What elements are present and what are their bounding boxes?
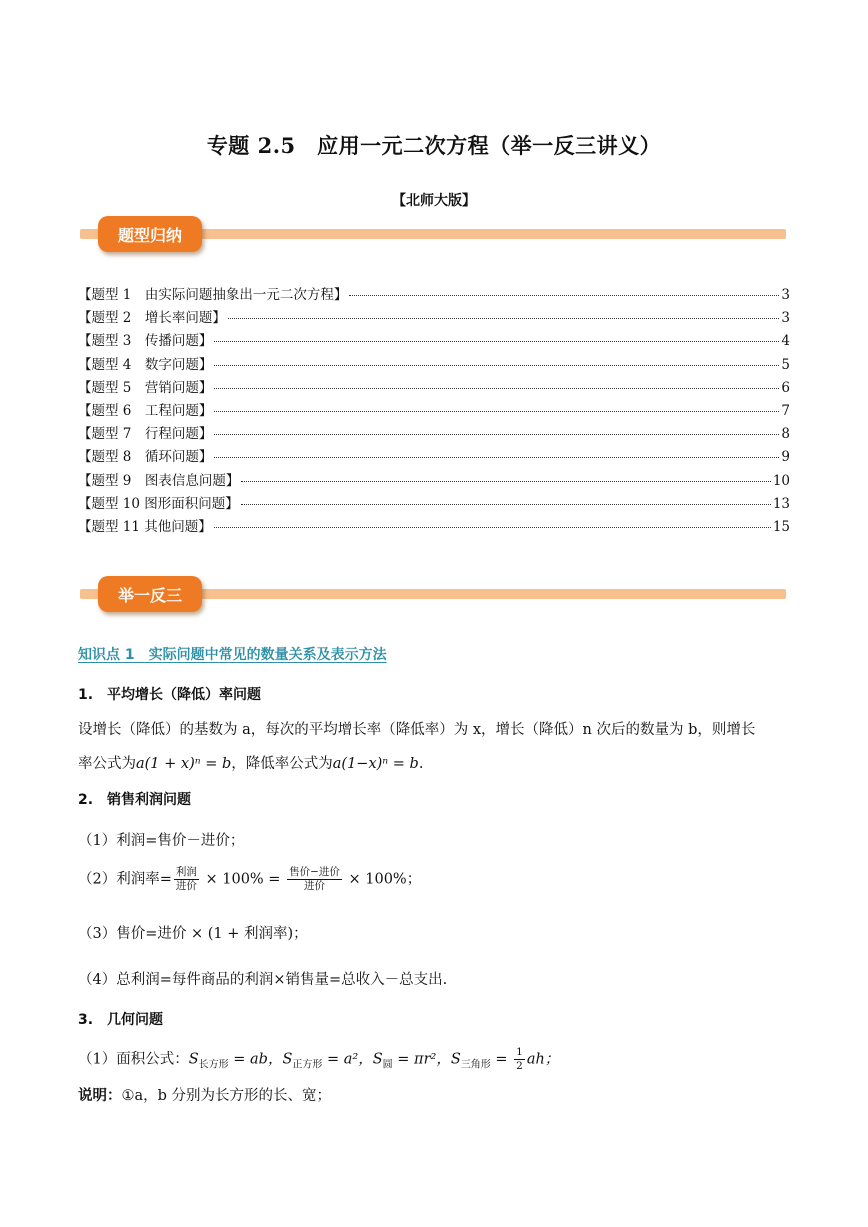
fraction-numerator: 利润 — [174, 866, 199, 880]
note-text: ①a，b 分别为长方形的长、宽； — [121, 1088, 332, 1104]
toc-entry[interactable] — [78, 399, 790, 422]
toc-entry-page: 6 — [781, 379, 790, 396]
formula: = a²， — [322, 1051, 373, 1068]
document-subtitle: 【北师大版】 — [392, 193, 476, 209]
list-item-geometry-1 — [78, 1046, 559, 1073]
note-label: 说明： — [78, 1087, 122, 1104]
toc-entry-page: 3 — [781, 287, 790, 303]
section-heading-growth-rate: 1. 平均增长（降低）率问题 — [78, 687, 262, 703]
subscript: 正方形 — [292, 1059, 323, 1071]
toc-entry-label: 【题型 4 数字问题】 — [78, 356, 213, 373]
toc-entry[interactable] — [78, 422, 790, 445]
text: ，降低率公式为 — [231, 756, 333, 772]
paragraph-growth-rate-2 — [78, 752, 423, 773]
toc-entry-page: 3 — [781, 310, 790, 327]
toc-entry-label: 【题型 2 增长率问题】 — [78, 310, 226, 327]
toc-entry-page: 10 — [772, 472, 790, 489]
toc-entry-label: 【题型 11 其他问题】 — [78, 518, 212, 535]
toc-entry[interactable] — [78, 376, 790, 399]
toc-entry[interactable] — [78, 353, 790, 376]
toc-entry-label: 【题型 10 图形面积问题】 — [78, 495, 239, 512]
toc-entry-page: 4 — [781, 333, 790, 350]
toc-entry[interactable] — [78, 329, 790, 352]
formula-decline: a(1−x)ⁿ = b — [332, 756, 419, 772]
formula: = πr²， — [392, 1051, 451, 1068]
equals-sign: = — [490, 1051, 513, 1068]
toc-entry-label: 【题型 3 传播问题】 — [78, 333, 213, 350]
text: × 100% = — [200, 871, 286, 888]
toc-dot-leader — [214, 434, 779, 435]
fraction-numerator: 1 — [514, 1046, 525, 1060]
list-item-profit-4: （4）总利润=每件商品的利润×销售量=总收入－总支出. — [78, 972, 448, 988]
toc-dot-leader — [214, 365, 779, 366]
symbol-s: S — [282, 1051, 293, 1068]
section-banner-practice — [80, 576, 786, 616]
note-paragraph — [78, 1084, 331, 1105]
section-banner-toc — [80, 216, 786, 256]
toc-dot-leader — [214, 411, 779, 412]
toc-entry-label: 【题型 8 循环问题】 — [78, 449, 213, 466]
paragraph-growth-rate-1: 设增长（降低）的基数为 a，每次的平均增长率（降低率）为 x，增长（降低）n 次后的数量为 b，则增长 — [78, 722, 756, 738]
toc-dot-leader — [214, 388, 779, 389]
toc-entry[interactable] — [78, 515, 790, 538]
formula-growth: a(1 + x)ⁿ = b — [136, 756, 232, 772]
toc-entry-page: 13 — [772, 495, 790, 512]
toc-entry-page: 7 — [781, 402, 790, 419]
toc-entry-label: 【题型 7 行程问题】 — [78, 426, 213, 443]
fraction-numerator: 售价−进价 — [287, 866, 342, 880]
section-heading-profit: 2. 销售利润问题 — [78, 792, 192, 808]
section-heading-geometry: 3. 几何问题 — [78, 1012, 164, 1028]
text: （1）面积公式： — [78, 1051, 189, 1068]
fraction-denominator: 2 — [516, 1060, 523, 1073]
toc-entry-label: 【题型 6 工程问题】 — [78, 402, 213, 419]
toc-entry[interactable] — [78, 306, 790, 329]
banner-label: 题型归纳 — [98, 216, 202, 252]
knowledge-point-heading: 知识点 1 实际问题中常见的数量关系及表示方法 — [78, 647, 387, 663]
formula: ah； — [526, 1051, 560, 1068]
fraction — [514, 1046, 525, 1073]
toc-entry-label: 【题型 1 由实际问题抽象出一元二次方程】 — [78, 287, 348, 303]
banner-label: 举一反三 — [98, 576, 202, 612]
text: × 100%； — [343, 871, 422, 888]
toc-dot-leader — [349, 295, 779, 296]
toc-entry[interactable] — [78, 492, 790, 515]
fraction — [287, 866, 342, 893]
symbol-s: S — [450, 1051, 461, 1068]
symbol-s: S — [188, 1051, 199, 1068]
toc-dot-leader — [228, 318, 780, 319]
toc-entry-label: 【题型 5 营销问题】 — [78, 379, 213, 396]
subscript: 圆 — [382, 1059, 393, 1071]
table-of-contents — [78, 283, 790, 538]
fraction-denominator: 进价 — [303, 880, 325, 893]
text: . — [418, 756, 424, 772]
toc-entry-label: 【题型 9 图表信息问题】 — [78, 472, 240, 489]
formula: = ab， — [228, 1051, 283, 1068]
list-item-profit-2 — [78, 866, 421, 893]
toc-entry-page: 8 — [781, 426, 790, 443]
toc-dot-leader — [214, 527, 771, 528]
toc-entry-page: 15 — [772, 518, 790, 535]
subscript: 长方形 — [198, 1059, 229, 1071]
toc-dot-leader — [241, 481, 770, 482]
symbol-s: S — [372, 1051, 383, 1068]
list-item-profit-1: （1）利润=售价－进价； — [78, 833, 245, 849]
toc-entry-page: 9 — [781, 449, 790, 466]
document-title: 专题 2.5 应用一元二次方程（举一反三讲义） — [206, 133, 662, 158]
fraction-denominator: 进价 — [175, 880, 197, 893]
fraction — [174, 866, 199, 893]
toc-entry[interactable] — [78, 445, 790, 468]
toc-dot-leader — [214, 341, 779, 342]
text: （2）利润率= — [78, 871, 172, 888]
toc-dot-leader — [214, 457, 779, 458]
text: 率公式为 — [78, 756, 136, 772]
toc-entry-page: 5 — [781, 356, 790, 373]
toc-dot-leader — [241, 504, 771, 505]
toc-entry[interactable] — [78, 283, 790, 306]
toc-entry[interactable] — [78, 469, 790, 492]
list-item-profit-3: （3）售价=进价 × (1 + 利润率)； — [78, 926, 308, 942]
subscript: 三角形 — [460, 1059, 491, 1071]
